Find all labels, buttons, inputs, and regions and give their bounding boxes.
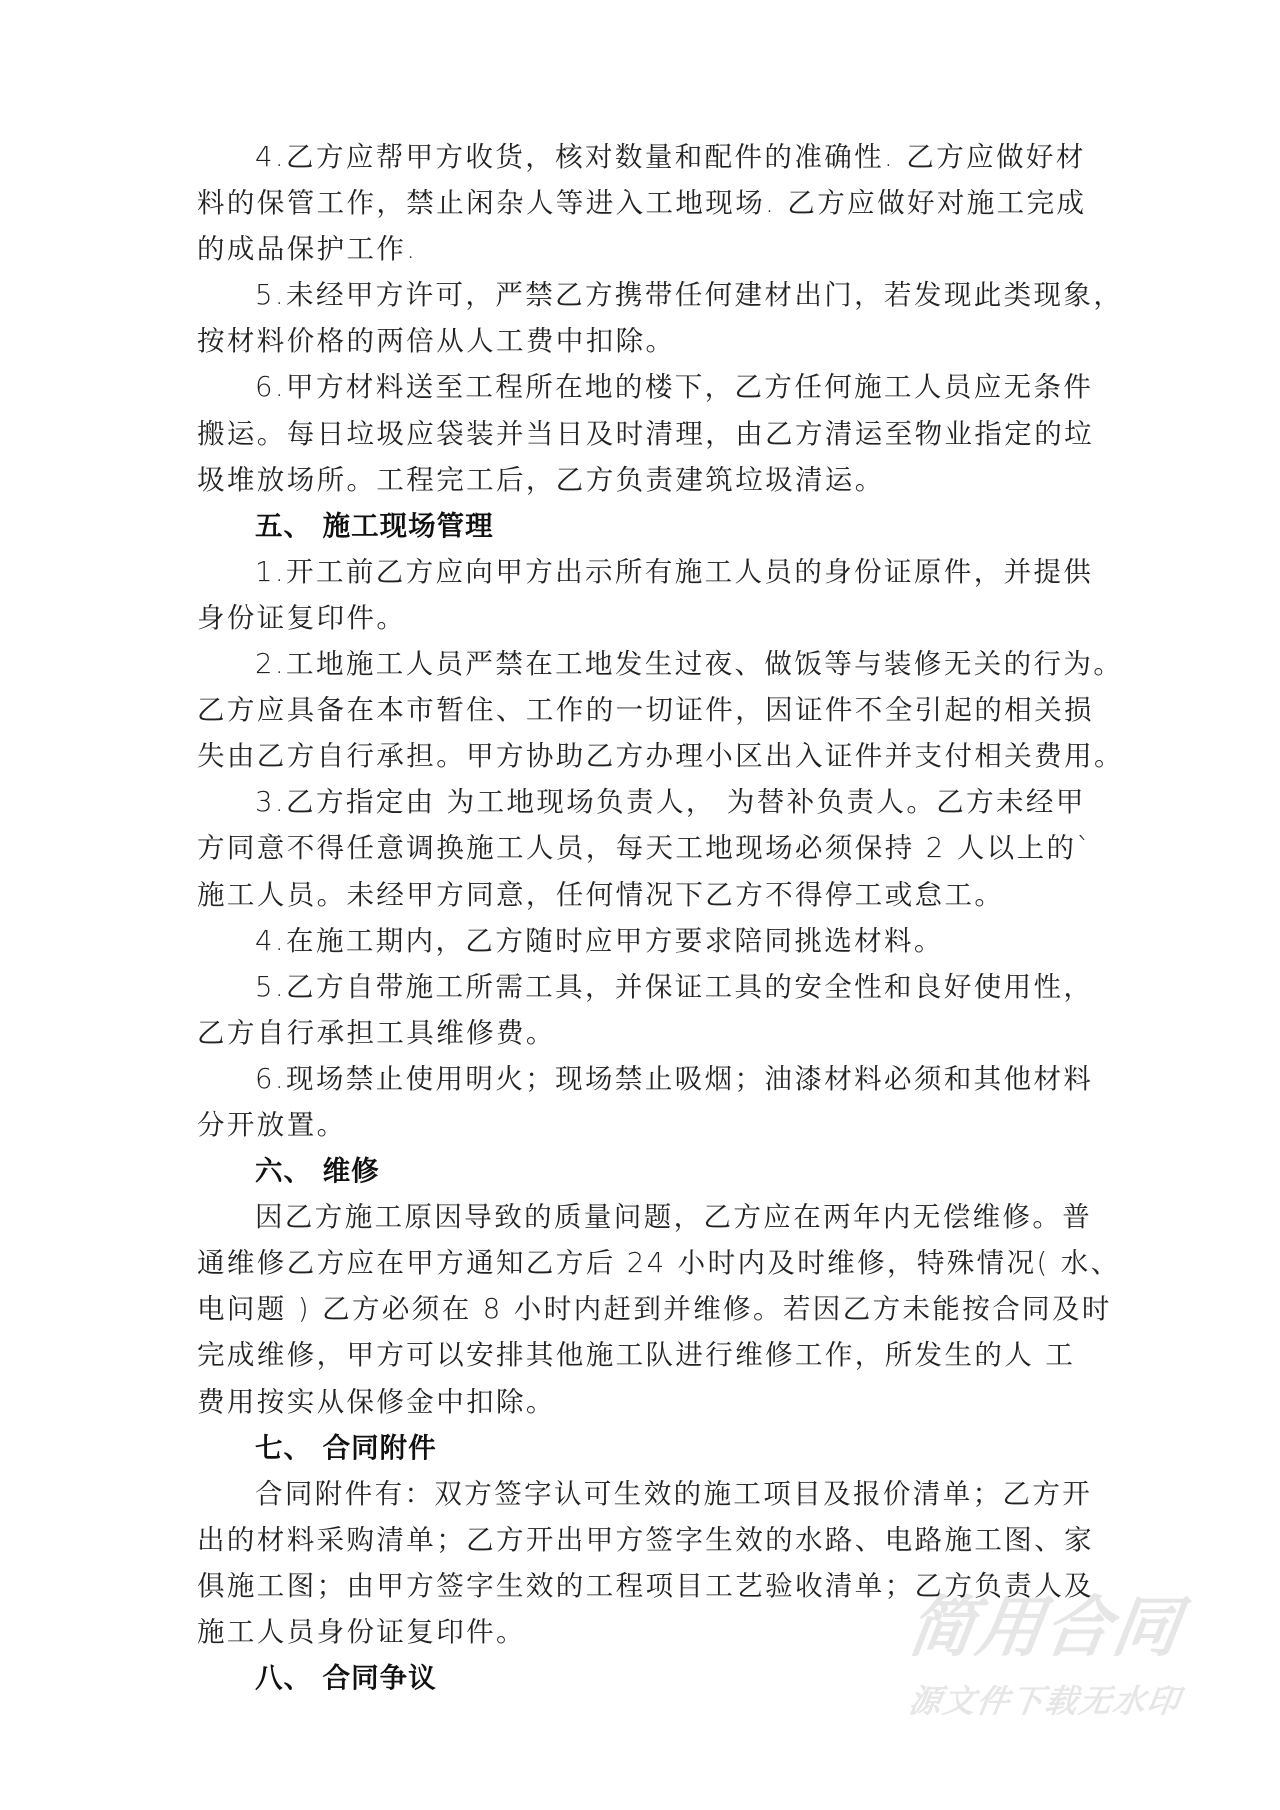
clause-5-line-2: 按材料价格的两倍从人工费中扣除。 <box>197 325 676 358</box>
maintenance-line-4: 完成维修，甲方可以安排其他施工队进行维修工作，所发生的人 工 <box>197 1339 1076 1372</box>
document-page <box>197 134 1124 1701</box>
site-clause-3-line-1: 3.乙方指定由 为工地现场负责人， 为替补负责人。乙方未经甲 <box>255 786 1086 819</box>
clause-4-line-1: 4.乙方应帮甲方收货，核对数量和配件的准确性. 乙方应做好材 <box>255 141 1086 173</box>
site-clause-6-line-1: 6.现场禁止使用明火；现场禁止吸烟；油漆材料必须和其他材料 <box>255 1062 1094 1095</box>
attachments-line-4: 施工人员身份证复印件。 <box>197 1616 526 1648</box>
attachments-line-1: 合同附件有：双方签字认可生效的施工项目及报价清单；乙方开 <box>255 1477 1093 1510</box>
clause-4-line-2: 料的保管工作，禁止闲杂人等进入工地现场. 乙方应做好对施工完成 <box>197 187 1087 220</box>
maintenance-line-2: 通维修乙方应在甲方通知乙方后 24 小时内及时维修，特殊情况( 水、 <box>197 1247 1121 1280</box>
section-heading-disputes: 八、 合同争议 <box>255 1662 437 1695</box>
maintenance-line-1: 因乙方施工原因导致的质量问题，乙方应在两年内无偿维修。普 <box>255 1201 1093 1234</box>
maintenance-line-5: 费用按实从保修金中扣除。 <box>197 1385 556 1418</box>
site-clause-3-line-2: 方同意不得任意调换施工人员，每天工地现场必须保持 2 人以上的` <box>197 832 1093 865</box>
section-heading-maintenance: 六、 维修 <box>255 1155 380 1188</box>
site-clause-2-line-1: 2.工地施工人员严禁在工地发生过夜、做饭等与装修无关的行为。 <box>255 648 1124 681</box>
site-clause-2-line-3: 失由乙方自行承担。甲方协助乙方办理小区出入证件并支付相关费用。 <box>197 740 1124 773</box>
site-clause-6-line-2: 分开放置。 <box>197 1108 347 1141</box>
clause-6-line-1: 6.甲方材料送至工程所在地的楼下，乙方任何施工人员应无条件 <box>255 371 1094 404</box>
watermark-title: 简用合同 <box>903 1589 1187 1666</box>
site-clause-5-line-1: 5.乙方自带施工所需工具，并保证工具的安全性和良好使用性， <box>255 970 1094 1003</box>
clause-6-line-2: 搬运。每日垃圾应袋装并当日及时清理，由乙方清运至物业指定的垃 <box>197 417 1094 450</box>
watermark-subtitle: 源文件下载无水印 <box>906 1682 1184 1720</box>
section-heading-site-management: 五、 施工现场管理 <box>255 509 494 542</box>
clause-6-line-3: 圾堆放场所。工程完工后，乙方负责建筑垃圾清运。 <box>197 463 885 496</box>
watermark <box>880 1588 1210 1726</box>
attachments-line-3: 俱施工图；由甲方签字生效的工程项目工艺验收清单；乙方负责人及 <box>197 1569 1094 1602</box>
site-clause-5-line-2: 乙方自行承担工具维修费。 <box>197 1016 556 1049</box>
site-clause-1-line-1: 1.开工前乙方应向甲方出示所有施工人员的身份证原件，并提供 <box>255 555 1094 588</box>
site-clause-3-line-3: 施工人员。未经甲方同意，任何情况下乙方不得停工或怠工。 <box>197 878 1005 911</box>
site-clause-2-line-2: 乙方应具备在本市暂住、工作的一切证件，因证件不全引起的相关损 <box>197 694 1094 727</box>
clause-4-line-3: 的成品保护工作. <box>197 233 418 266</box>
maintenance-line-3: 电问题 ) 乙方必须在 8 小时内赶到并维修。若因乙方未能按合同及时 <box>197 1293 1112 1326</box>
section-heading-attachments: 七、 合同附件 <box>255 1431 437 1464</box>
clause-5-line-1: 5.未经甲方许可，严禁乙方携带任何建材出门，若发现此类现象， <box>255 279 1124 312</box>
attachments-line-2: 出的材料采购清单；乙方开出甲方签字生效的水路、电路施工图、家 <box>197 1523 1094 1556</box>
site-clause-4-line-1: 4.在施工期内，乙方随时应甲方要求陪同挑选材料。 <box>255 924 944 957</box>
site-clause-1-line-2: 身份证复印件。 <box>197 601 407 634</box>
